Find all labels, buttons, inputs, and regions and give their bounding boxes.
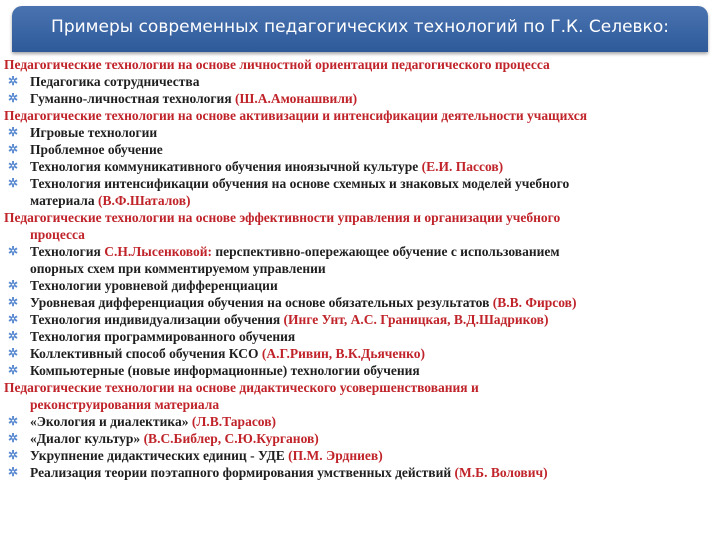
section-heading-management: Педагогические технологии на основе эффективности управления и организации учебного процесса: [4, 210, 561, 242]
list-item: ✲ Проблемное обучение: [8, 142, 163, 157]
bullet-icon: ✲: [8, 91, 19, 105]
list-item: ✲ Технология индивидуализации обучения (Инге Унт, А.С. Границкая, В.Д.Шадриков): [8, 312, 549, 327]
section-heading-activation: Педагогические технологии на основе активизации и интенсификации деятельности учащихся: [4, 108, 588, 123]
list-item: ✲ Педагогика сотрудничества: [8, 74, 200, 89]
list-item: ✲ Гуманно-личностная технология (Ш.А.Амонашвили): [8, 91, 358, 106]
page-title: Примеры современных педагогических технологий по Г.К. Селевко:: [51, 17, 669, 37]
bullet-icon: ✲: [8, 74, 19, 88]
list-item: ✲ Технология С.Н.Лысенковой: перспективно-опережающее обучение с использованием опорных схем при комментируемом управлении: [8, 244, 560, 276]
bullet-icon: ✲: [8, 244, 19, 258]
bullet-icon: ✲: [8, 363, 19, 377]
list-item: ✲ Уровневая дифференциация обучения на основе обязательных результатов (В.В. Фирсов): [8, 295, 577, 310]
list-item: ✲ Технология программированного обучения: [8, 329, 296, 344]
bullet-icon: ✲: [8, 312, 19, 326]
bullet-icon: ✲: [8, 176, 19, 190]
list-item: ✲ Компьютерные (новые информационные) технологии обучения: [8, 363, 420, 378]
list-item: ✲ Технологии уровневой дифференциации: [8, 278, 278, 293]
bullet-icon: ✲: [8, 448, 19, 462]
bullet-icon: ✲: [8, 278, 19, 292]
title-banner: [12, 6, 708, 52]
list-item: ✲ Коллективный способ обучения КСО (А.Г.Ривин, В.К.Дьяченко): [8, 346, 426, 361]
bullet-icon: ✲: [8, 142, 19, 156]
list-item: ✲ Игровые технологии: [8, 125, 158, 140]
bullet-icon: ✲: [8, 329, 19, 343]
bullet-icon: ✲: [8, 159, 19, 173]
list-item: ✲ Реализация теории поэтапного формирования умственных действий (М.Б. Волович): [8, 465, 548, 480]
list-item: ✲ Укрупнение дидактических единиц - УДЕ (П.М. Эрдниев): [8, 448, 383, 463]
section-heading-personal: Педагогические технологии на основе личностной ориентации педагогического процесса: [4, 57, 550, 72]
bullet-icon: ✲: [8, 346, 19, 360]
list-item: ✲ Технология интенсификации обучения на основе схемных и знаковых моделей учебного материала (В.Ф.Шаталов): [8, 176, 570, 208]
list-item: ✲ «Диалог культур» (В.С.Библер, С.Ю.Курганов): [8, 431, 319, 446]
section-heading-didactic: Педагогические технологии на основе дидактического усовершенствования и реконструирования материала: [4, 380, 479, 412]
bullet-icon: ✲: [8, 125, 19, 139]
bullet-icon: ✲: [8, 414, 19, 428]
list-item: ✲ «Экология и диалектика» (Л.В.Тарасов): [8, 414, 277, 429]
bullet-icon: ✲: [8, 295, 19, 309]
bullet-icon: ✲: [8, 465, 19, 479]
bullet-icon: ✲: [8, 431, 19, 445]
list-item: ✲ Технология коммуникативного обучения иноязычной культуре (Е.И. Пассов): [8, 159, 504, 174]
technology-list: [4, 56, 716, 481]
